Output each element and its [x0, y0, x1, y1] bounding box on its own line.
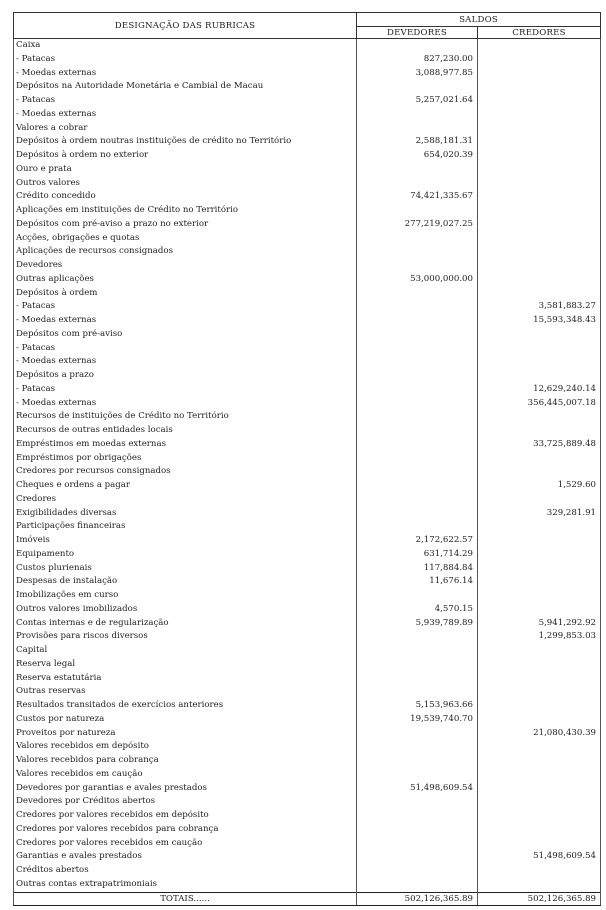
row-credores — [478, 520, 601, 534]
row-devedores: 654,020.39 — [357, 149, 478, 163]
table-row — [14, 795, 601, 809]
table-row — [14, 465, 601, 479]
row-credores — [478, 218, 601, 232]
row-label: Depósitos à ordem no exterior — [14, 149, 357, 163]
row-credores — [478, 232, 601, 246]
row-devedores: 5,257,021.64 — [357, 94, 478, 108]
row-label: Credores por valores recebidos para cobrança — [14, 823, 357, 837]
row-credores — [478, 562, 601, 576]
row-credores — [478, 575, 601, 589]
table-row — [14, 479, 601, 493]
table-row — [14, 740, 601, 754]
row-devedores — [357, 727, 478, 741]
row-label: Depósitos na Autoridade Monetária e Cambial de Macau — [14, 80, 357, 94]
row-label: Outras reservas — [14, 685, 357, 699]
row-credores — [478, 864, 601, 878]
table-body — [14, 39, 601, 893]
row-label: Reserva legal — [14, 658, 357, 672]
row-devedores — [357, 39, 478, 53]
row-label: Recursos de outras entidades locais — [14, 424, 357, 438]
row-devedores: 277,219,027.25 — [357, 218, 478, 232]
totals-label: TOTAIS...... — [14, 892, 357, 905]
row-label: Equipamento — [14, 548, 357, 562]
row-devedores: 19,539,740.70 — [357, 713, 478, 727]
row-label: Credores por valores recebidos em caução — [14, 837, 357, 851]
table-row — [14, 410, 601, 424]
row-devedores: 51,498,609.54 — [357, 782, 478, 796]
row-devedores — [357, 204, 478, 218]
row-credores — [478, 163, 601, 177]
table-row — [14, 342, 601, 356]
row-credores — [478, 190, 601, 204]
row-devedores — [357, 369, 478, 383]
table-row — [14, 644, 601, 658]
row-devedores: 827,230.00 — [357, 53, 478, 67]
table-row — [14, 603, 601, 617]
row-label: Depósitos a prazo — [14, 369, 357, 383]
row-credores — [478, 782, 601, 796]
row-devedores: 117,884.84 — [357, 562, 478, 576]
table-row — [14, 782, 601, 796]
table-row — [14, 507, 601, 521]
row-credores — [478, 672, 601, 686]
row-credores — [478, 108, 601, 122]
row-devedores — [357, 493, 478, 507]
row-credores — [478, 644, 601, 658]
row-label: Exigibilidades diversas — [14, 507, 357, 521]
row-devedores: 2,588,181.31 — [357, 135, 478, 149]
row-credores — [478, 424, 601, 438]
row-devedores — [357, 245, 478, 259]
table-row — [14, 328, 601, 342]
row-devedores — [357, 355, 478, 369]
row-label: Imobilizações em curso — [14, 589, 357, 603]
row-devedores — [357, 809, 478, 823]
table-row — [14, 837, 601, 851]
row-devedores — [357, 658, 478, 672]
row-label: - Moedas externas — [14, 108, 357, 122]
row-credores — [478, 287, 601, 301]
row-credores: 356,445,007.18 — [478, 397, 601, 411]
table-row — [14, 39, 601, 53]
header-credores: CREDORES — [478, 27, 601, 39]
row-label: Despesas de instalação — [14, 575, 357, 589]
totals-devedores: 502,126,365.89 — [357, 892, 478, 905]
row-devedores — [357, 507, 478, 521]
row-label: Valores a cobrar — [14, 122, 357, 136]
row-credores — [478, 534, 601, 548]
row-label: Crédito concedido — [14, 190, 357, 204]
row-label: Resultados transitados de exercícios anteriores — [14, 699, 357, 713]
row-devedores — [357, 754, 478, 768]
row-devedores — [357, 438, 478, 452]
row-label: - Patacas — [14, 53, 357, 67]
table-row — [14, 53, 601, 67]
row-devedores — [357, 520, 478, 534]
row-label: Capital — [14, 644, 357, 658]
row-devedores — [357, 383, 478, 397]
row-label: Depósitos à ordem — [14, 287, 357, 301]
table-row — [14, 823, 601, 837]
row-devedores: 3,088,977.85 — [357, 67, 478, 81]
row-devedores — [357, 314, 478, 328]
row-label: Caixa — [14, 39, 357, 53]
row-devedores — [357, 589, 478, 603]
table-row — [14, 438, 601, 452]
row-label: Credores por valores recebidos em depósito — [14, 809, 357, 823]
row-credores — [478, 273, 601, 287]
row-label: Empréstimos em moedas externas — [14, 438, 357, 452]
row-credores: 21,080,430.39 — [478, 727, 601, 741]
row-credores — [478, 149, 601, 163]
row-credores — [478, 823, 601, 837]
row-credores — [478, 740, 601, 754]
row-devedores — [357, 287, 478, 301]
row-devedores — [357, 410, 478, 424]
row-credores — [478, 259, 601, 273]
row-devedores: 4,570.15 — [357, 603, 478, 617]
table-row — [14, 149, 601, 163]
table-row — [14, 768, 601, 782]
table-row — [14, 713, 601, 727]
row-devedores — [357, 795, 478, 809]
row-label: - Patacas — [14, 383, 357, 397]
row-devedores — [357, 259, 478, 273]
table-row — [14, 699, 601, 713]
table-row — [14, 562, 601, 576]
row-label: Valores recebidos em depósito — [14, 740, 357, 754]
row-devedores — [357, 878, 478, 892]
row-credores — [478, 685, 601, 699]
table-row — [14, 397, 601, 411]
row-credores: 12,629,240.14 — [478, 383, 601, 397]
row-label: Imóveis — [14, 534, 357, 548]
row-credores — [478, 795, 601, 809]
row-label: Valores recebidos para cobrança — [14, 754, 357, 768]
row-label: Recursos de instituições de Crédito no Território — [14, 410, 357, 424]
row-devedores — [357, 397, 478, 411]
row-credores — [478, 658, 601, 672]
row-label: - Moedas externas — [14, 314, 357, 328]
table-row — [14, 177, 601, 191]
table-row — [14, 534, 601, 548]
row-devedores: 631,714.29 — [357, 548, 478, 562]
row-credores — [478, 80, 601, 94]
row-credores — [478, 754, 601, 768]
table-row — [14, 122, 601, 136]
row-credores — [478, 548, 601, 562]
row-credores — [478, 328, 601, 342]
row-label: Outras aplicações — [14, 273, 357, 287]
row-credores — [478, 809, 601, 823]
header-devedores: DEVEDORES — [357, 27, 478, 39]
table-row — [14, 452, 601, 466]
table-row — [14, 232, 601, 246]
table-row — [14, 163, 601, 177]
table-row — [14, 548, 601, 562]
table-row — [14, 493, 601, 507]
table-row — [14, 135, 601, 149]
table-row — [14, 424, 601, 438]
row-devedores: 5,939,789.89 — [357, 617, 478, 631]
table-row — [14, 672, 601, 686]
row-label: Credores — [14, 493, 357, 507]
row-label: - Moedas externas — [14, 67, 357, 81]
table-row — [14, 520, 601, 534]
row-devedores — [357, 80, 478, 94]
row-credores — [478, 603, 601, 617]
row-label: Empréstimos por obrigações — [14, 452, 357, 466]
row-credores — [478, 589, 601, 603]
table-row — [14, 67, 601, 81]
row-devedores — [357, 452, 478, 466]
row-devedores — [357, 837, 478, 851]
row-label: - Moedas externas — [14, 355, 357, 369]
row-devedores — [357, 424, 478, 438]
row-credores — [478, 122, 601, 136]
table-row — [14, 383, 601, 397]
row-label: Outras contas extrapatrimoniais — [14, 878, 357, 892]
row-devedores — [357, 122, 478, 136]
table-row — [14, 259, 601, 273]
row-label: Reserva estatutária — [14, 672, 357, 686]
row-label: Devedores por garantias e avales prestados — [14, 782, 357, 796]
row-label: Participações financeiras — [14, 520, 357, 534]
row-label: Acções, obrigações e quotas — [14, 232, 357, 246]
row-credores — [478, 837, 601, 851]
row-credores: 33,725,889.48 — [478, 438, 601, 452]
table-row — [14, 190, 601, 204]
row-credores — [478, 410, 601, 424]
row-credores: 3,581,883.27 — [478, 300, 601, 314]
row-devedores — [357, 232, 478, 246]
row-credores: 15,593,348.43 — [478, 314, 601, 328]
row-devedores — [357, 108, 478, 122]
table-row — [14, 630, 601, 644]
table-row — [14, 617, 601, 631]
row-devedores — [357, 328, 478, 342]
row-credores — [478, 204, 601, 218]
table-row — [14, 864, 601, 878]
row-label: - Patacas — [14, 300, 357, 314]
row-label: - Patacas — [14, 342, 357, 356]
row-label: Depósitos à ordem noutras instituições de crédito no Território — [14, 135, 357, 149]
row-devedores — [357, 768, 478, 782]
row-label: Cheques e ordens a pagar — [14, 479, 357, 493]
table-row — [14, 589, 601, 603]
row-label: Custos por natureza — [14, 713, 357, 727]
row-devedores: 53,000,000.00 — [357, 273, 478, 287]
row-label: Outros valores imobilizados — [14, 603, 357, 617]
table-row — [14, 287, 601, 301]
row-label: Depósitos com pré-aviso a prazo no exterior — [14, 218, 357, 232]
row-label: Devedores — [14, 259, 357, 273]
table-row — [14, 273, 601, 287]
row-devedores — [357, 672, 478, 686]
row-devedores — [357, 644, 478, 658]
row-label: - Moedas externas — [14, 397, 357, 411]
row-credores — [478, 135, 601, 149]
row-label: Custos plurienais — [14, 562, 357, 576]
table-row — [14, 369, 601, 383]
row-label: Valores recebidos em caução — [14, 768, 357, 782]
table-row — [14, 245, 601, 259]
row-credores — [478, 355, 601, 369]
table-row — [14, 809, 601, 823]
table-row — [14, 355, 601, 369]
row-devedores: 11,676.14 — [357, 575, 478, 589]
table-row — [14, 878, 601, 892]
row-credores: 1,529.60 — [478, 479, 601, 493]
row-credores — [478, 493, 601, 507]
row-devedores: 74,421,335.67 — [357, 190, 478, 204]
table-row — [14, 218, 601, 232]
row-credores — [478, 53, 601, 67]
row-label: Aplicações de recursos consignados — [14, 245, 357, 259]
row-devedores — [357, 300, 478, 314]
row-credores: 5,941,292.92 — [478, 617, 601, 631]
row-credores — [478, 369, 601, 383]
row-devedores — [357, 163, 478, 177]
row-label: Outros valores — [14, 177, 357, 191]
row-credores — [478, 67, 601, 81]
row-credores — [478, 342, 601, 356]
row-devedores — [357, 850, 478, 864]
table-row — [14, 204, 601, 218]
row-credores: 329,281.91 — [478, 507, 601, 521]
row-credores — [478, 94, 601, 108]
row-label: Devedores por Créditos abertos — [14, 795, 357, 809]
row-devedores — [357, 630, 478, 644]
row-credores — [478, 699, 601, 713]
row-label: Créditos abertos — [14, 864, 357, 878]
table-row — [14, 850, 601, 864]
row-label: Contas internas e de regularização — [14, 617, 357, 631]
table-row — [14, 314, 601, 328]
row-devedores — [357, 740, 478, 754]
row-credores — [478, 39, 601, 53]
row-devedores: 5,153,963.66 — [357, 699, 478, 713]
row-label: Provisões para riscos diversos — [14, 630, 357, 644]
row-devedores — [357, 864, 478, 878]
row-devedores — [357, 342, 478, 356]
row-credores — [478, 245, 601, 259]
row-label: Aplicações em instituições de Crédito no Território — [14, 204, 357, 218]
row-credores — [478, 177, 601, 191]
row-credores — [478, 768, 601, 782]
header-designation: DESIGNAÇÃO DAS RUBRICAS — [14, 13, 357, 39]
row-devedores — [357, 823, 478, 837]
header-saldos: SALDOS — [357, 13, 601, 27]
row-devedores — [357, 685, 478, 699]
row-label: - Patacas — [14, 94, 357, 108]
table-row — [14, 94, 601, 108]
table-row — [14, 300, 601, 314]
row-devedores — [357, 177, 478, 191]
table-row — [14, 754, 601, 768]
row-label: Garantias e avales prestados — [14, 850, 357, 864]
row-label: Credores por recursos consignados — [14, 465, 357, 479]
row-label: Ouro e prata — [14, 163, 357, 177]
row-devedores: 2,172,622.57 — [357, 534, 478, 548]
row-credores — [478, 452, 601, 466]
row-credores — [478, 878, 601, 892]
table-row — [14, 727, 601, 741]
row-label: Depósitos com pré-aviso — [14, 328, 357, 342]
row-credores: 51,498,609.54 — [478, 850, 601, 864]
table-row — [14, 685, 601, 699]
row-credores — [478, 465, 601, 479]
table-row — [14, 108, 601, 122]
table-row — [14, 80, 601, 94]
row-credores: 1,299,853.03 — [478, 630, 601, 644]
table-row — [14, 658, 601, 672]
totals-row — [14, 892, 601, 905]
row-devedores — [357, 465, 478, 479]
balance-table — [13, 12, 601, 906]
row-credores — [478, 713, 601, 727]
table-row — [14, 575, 601, 589]
totals-credores: 502,126,365.89 — [478, 892, 601, 905]
row-devedores — [357, 479, 478, 493]
row-label: Proveitos por natureza — [14, 727, 357, 741]
